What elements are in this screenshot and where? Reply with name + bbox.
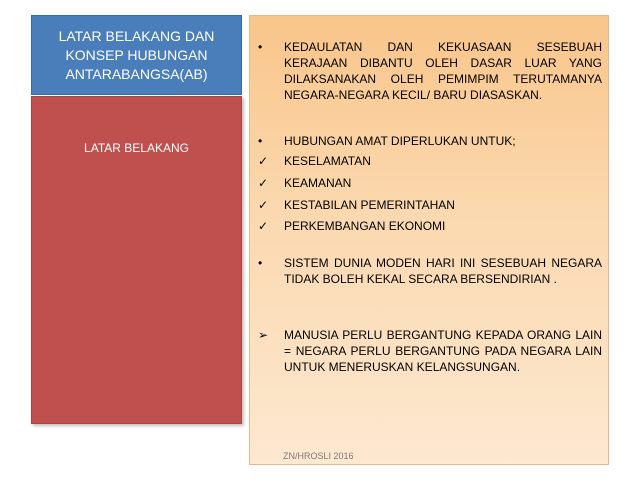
list-item-text: KESTABILAN PEMERINTAHAN [284,198,455,212]
list-item [258,327,602,375]
slide-title-box [31,15,242,95]
checkmark-icon: ✓ [258,219,269,233]
arrow-bullet-icon: ➢ [258,328,269,342]
bullet-icon: • [258,40,263,54]
list-item-text: HUBUNGAN AMAT DIPERLUKAN UNTUK; [284,134,516,148]
right-content-panel [249,15,609,465]
list-item [258,197,602,213]
list-item [258,175,602,191]
list-item [258,153,602,169]
list-item-text: SISTEM DUNIA MODEN HARI INI SESEBUAH NEGARA TIDAK BOLEH KEKAL SECARA BERSENDIRIAN . [284,256,602,286]
title-line-3: ANTARABANGSA(AB) [65,65,208,82]
list-item [258,39,602,103]
bullet-icon: • [258,134,263,148]
title-line-2: KONSEP HUBUNGAN [65,46,208,63]
list-item-text: KEAMANAN [284,176,352,190]
footer-credit: ZN/HROSLI 2016 [283,451,354,461]
list-item-text: KESELAMATAN [284,154,371,168]
list-item-text: MANUSIA PERLU BERGANTUNG KEPADA ORANG LAIN = NEGARA PERLU BERGANTUNG PADA NEGARA LAIN UNTUK MENERUSKAN KELANGSUNGAN. [284,328,602,374]
checkmark-icon: ✓ [258,198,269,212]
checkmark-icon: ✓ [258,154,269,168]
checkmark-icon: ✓ [258,176,269,190]
list-item-text: KEDAULATAN DAN KEKUASAAN SESEBUAH KERAJAAN DIBANTU OLEH DASAR LUAR YANG DILAKSANAKAN OLEH PEMIMPIM TERUTAMANYA NEGARA-NEGARA KECIL/ BARU DIASASKAN. [284,40,602,102]
title-line-1: LATAR BELAKANG DAN [58,27,215,44]
list-item [258,218,602,234]
left-content-panel [31,96,242,424]
list-item-text: PERKEMBANGAN EKONOMI [284,219,446,233]
list-item [258,133,602,149]
bullet-icon: • [258,256,263,270]
list-item [258,255,602,287]
section-label: LATAR BELAKANG [84,141,189,155]
